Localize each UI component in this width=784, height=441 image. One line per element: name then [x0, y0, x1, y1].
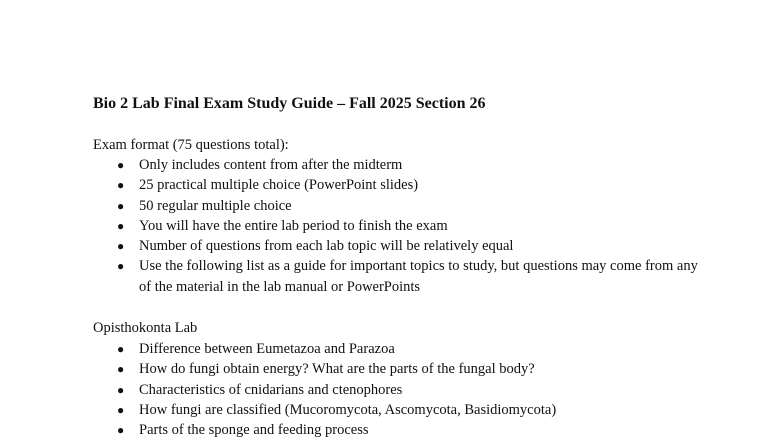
- list-item: ● How fungi are classified (Mucoromycota, Ascomycota, Basidiomycota): [0, 400, 699, 420]
- bullet-icon: ●: [117, 218, 125, 233]
- exam-format-list: [0, 155, 699, 297]
- list-item: ● Only includes content from after the midterm: [0, 155, 699, 175]
- bullet-icon: ●: [117, 259, 125, 274]
- list-item: ● Use the following list as a guide for important topics to study, but questions may come from any of the material in the lab manual or PowerPoints: [117, 258, 698, 295]
- opisthokonta-list: [0, 339, 699, 440]
- list-item: ● You will have the entire lab period to finish the exam: [0, 216, 699, 236]
- exam-format-heading: Exam format (75 questions total):: [93, 137, 289, 153]
- list-item: ● Characteristics of cnidarians and ctenophores: [0, 380, 699, 400]
- bullet-icon: ●: [117, 423, 125, 438]
- bullet-icon: ●: [117, 362, 125, 377]
- list-item: ● Number of questions from each lab topic will be relatively equal: [0, 236, 699, 256]
- list-item: ● Parts of the sponge and feeding process: [0, 420, 699, 440]
- bullet-icon: ●: [117, 178, 125, 193]
- list-item: ● How do fungi obtain energy? What are the parts of the fungal body?: [0, 359, 699, 379]
- list-item: ● 25 practical multiple choice (PowerPoint slides): [0, 175, 699, 195]
- bullet-icon: ●: [117, 382, 125, 397]
- bullet-icon: ●: [117, 198, 125, 213]
- bullet-icon: ●: [117, 239, 125, 254]
- opisthokonta-heading: Opisthokonta Lab: [93, 320, 198, 336]
- bullet-icon: ●: [117, 342, 125, 356]
- list-item: ● Difference between Eumetazoa and Parazoa: [0, 339, 699, 359]
- bullet-icon: ●: [117, 402, 125, 417]
- document-title: Bio 2 Lab Final Exam Study Guide – Fall 2025 Section 26: [93, 95, 486, 112]
- bullet-icon: ●: [117, 158, 125, 172]
- list-item: ● 50 regular multiple choice: [0, 196, 699, 216]
